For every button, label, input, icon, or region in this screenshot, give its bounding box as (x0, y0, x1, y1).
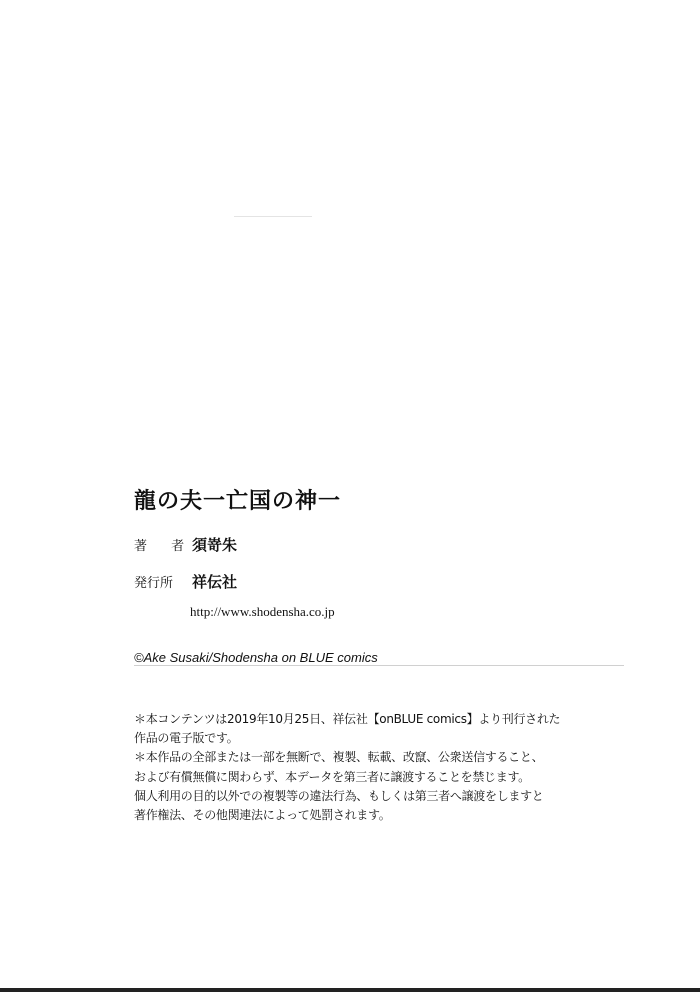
publisher-name: 祥伝社 (192, 573, 238, 591)
note-line: 作品の電子版です。 (134, 731, 239, 746)
faint-mark (234, 216, 312, 217)
note-line: ＊本作品の全部または一部を無断で、複製、転載、改竄、公衆送信すること、 (134, 750, 544, 765)
author-name: 須嵜朱 (192, 536, 238, 554)
publisher-url[interactable]: http://www.shodensha.co.jp (190, 604, 335, 619)
author-label: 著 者 (134, 539, 195, 554)
publisher-label: 発行所 (134, 576, 174, 591)
book-title: 龍の夫一亡国の神一 (134, 488, 342, 514)
note-line: 著作権法、その他関連法によって処罰されます。 (134, 808, 391, 823)
divider (134, 665, 624, 666)
publisher-row (134, 571, 237, 592)
note-line: ＊本コンテンツは2019年10月25日、祥伝社【onBLUE comics】より刊行された (134, 712, 561, 726)
legal-notes (134, 710, 584, 825)
note-line: および有償無償に関わらず、本データを第三者に譲渡することを禁じます。 (134, 769, 530, 784)
bottom-edge-bar (0, 988, 700, 992)
copyright-notice: ©Ake Susaki/Shodensha on BLUE comics (134, 650, 378, 665)
author-row (134, 534, 237, 555)
note-line: 個人利用の目的以外での複製等の違法行為、もしくは第三者へ譲渡をしますと (134, 788, 544, 803)
